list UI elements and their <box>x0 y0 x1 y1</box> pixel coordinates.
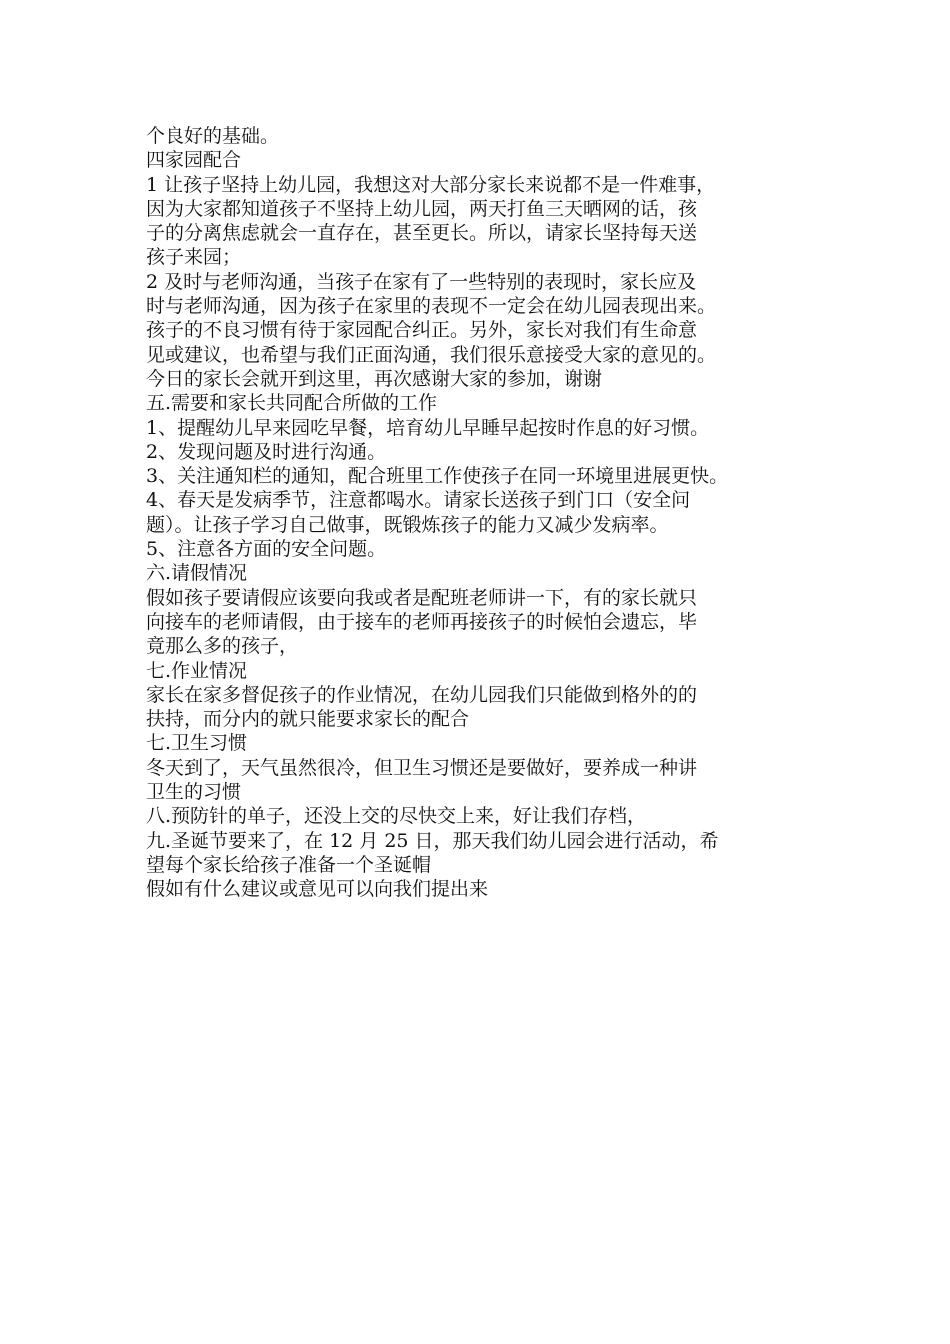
text-line: 今日的家长会就开到这里，再次感谢大家的参加，谢谢 <box>146 367 603 390</box>
text-line: 竟那么多的孩子， <box>146 635 299 658</box>
text-line: 向接车的老师请假，由于接车的老师再接孩子的时候怕会遗忘，毕 <box>146 610 698 633</box>
text-line: 假如孩子要请假应该要向我或者是配班老师讲一下，有的家长就只 <box>146 586 698 609</box>
list-item: 5、注意各方面的安全问题。 <box>146 538 387 561</box>
text-line: 时与老师沟通，因为孩子在家里的表现不一定会在幼儿园表现出来。 <box>146 295 717 318</box>
section-heading: 七.作业情况 <box>146 659 248 682</box>
text-line: 个良好的基础。 <box>146 125 280 147</box>
list-item: 4、春天是发病季节，注意都喝水。请家长送孩子到门口（安全问 <box>146 489 691 512</box>
text-line: 题）。让孩子学习自己做事，既锻炼孩子的能力又减少发病率。 <box>146 513 669 536</box>
section-heading: 五.需要和家长共同配合所做的工作 <box>146 392 438 415</box>
text-line: 卫生的习惯 <box>146 781 242 804</box>
text-line: 望每个家长给孩子准备一个圣诞帽 <box>146 853 432 876</box>
text-line: 孩子来园； <box>146 246 242 269</box>
text-line: 冬天到了，天气虽然很冷，但卫生习惯还是要做好，要养成一种讲 <box>146 756 698 779</box>
text-line: 因为大家都知道孩子不坚持上幼儿园，两天打鱼三天晒网的话，孩 <box>146 197 698 220</box>
section-heading: 六.请假情况 <box>146 562 248 585</box>
section-heading: 四家园配合 <box>146 149 242 172</box>
text-line: 假如有什么建议或意见可以向我们提出来 <box>146 878 489 901</box>
text-line: 1 让孩子坚持上幼儿园，我想这对大部分家长来说都不是一件难事， <box>146 173 716 196</box>
list-item: 1、提醒幼儿早来园吃早餐，培育幼儿早睡早起按时作息的好习惯。 <box>146 416 710 439</box>
text-line: 扶持，而分内的就只能要求家长的配合 <box>146 708 470 731</box>
list-item: 3、关注通知栏的通知，配合班里工作使孩子在同一环境里进展更快。 <box>146 465 729 488</box>
text-line: 子的分离焦虑就会一直存在，甚至更长。所以，请家长坚持每天送 <box>146 222 698 245</box>
section-heading: 八.预防针的单子，还没上交的尽快交上来，好让我们存档， <box>146 805 647 828</box>
section-heading: 七.卫生习惯 <box>146 732 248 755</box>
document-body <box>146 124 826 902</box>
text-line: 孩子的不良习惯有待于家园配合纠正。另外，家长对我们有生命意 <box>146 319 698 342</box>
section-heading: 九.圣诞节要来了，在 12 月 25 日，那天我们幼儿园会进行活动，希 <box>146 829 719 852</box>
text-line: 家长在家多督促孩子的作业情况，在幼儿园我们只能做到格外的的 <box>146 683 698 706</box>
list-item: 2、发现问题及时进行沟通。 <box>146 440 387 463</box>
text-line: 2 及时与老师沟通，当孩子在家有了一些特别的表现时，家长应及 <box>146 270 697 293</box>
text-line: 见或建议，也希望与我们正面沟通，我们很乐意接受大家的意见的。 <box>146 343 717 366</box>
